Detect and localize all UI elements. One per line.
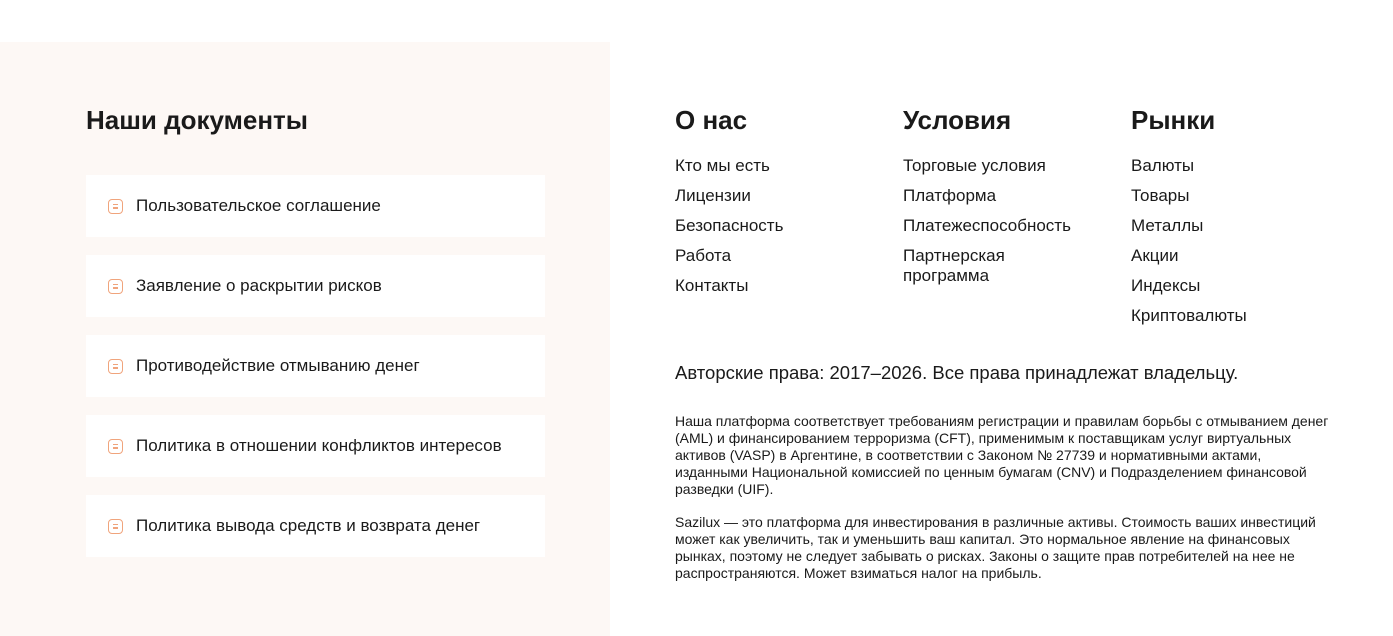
footer-link-partner-program[interactable]: Партнерская программа xyxy=(903,246,1005,285)
footer-link-who-we-are[interactable]: Кто мы есть xyxy=(675,156,770,175)
document-label: Политика вывода средств и возврата денег xyxy=(136,516,481,535)
footer-link-security[interactable]: Безопасность xyxy=(675,216,784,235)
footer-link-solvency[interactable]: Платежеспособность xyxy=(903,216,1071,235)
about-links xyxy=(675,156,875,296)
document-link-conflicts-of-interest[interactable] xyxy=(86,415,545,477)
footer-link-indices[interactable]: Индексы xyxy=(1131,276,1201,295)
document-icon xyxy=(108,359,123,374)
footer-link-trading-conditions[interactable]: Торговые условия xyxy=(903,156,1046,175)
documents-title: Наши документы xyxy=(86,105,308,135)
column-title-conditions: Условия xyxy=(903,105,1012,135)
footer-link-stocks[interactable]: Акции xyxy=(1131,246,1179,265)
footer-column-about xyxy=(675,104,875,306)
column-title-about: О нас xyxy=(675,105,748,135)
column-title-markets: Рынки xyxy=(1131,105,1216,135)
legal-text-compliance: Наша платформа соответствует требованиям регистрации и правилам борьбы с отмыванием денег (AML) и финансированием терроризма (CFT), применимым к поставщикам услуг виртуальных активов (VASP) в Аргентине, в соответствии с Законом № 27739 и нормативными актами, изданными Национальной комиссией по ценным бумагам (CNV) и Подразделением финансовой разведки (UIF). xyxy=(675,413,1329,497)
copyright-text: Авторские права: 2017–2026. Все права принадлежат владельцу. xyxy=(675,362,1239,383)
document-icon xyxy=(108,439,123,454)
document-link-withdrawal-refund[interactable] xyxy=(86,495,545,557)
conditions-links xyxy=(903,156,1103,286)
markets-links xyxy=(1131,156,1331,326)
document-link-risk-disclosure[interactable] xyxy=(86,255,545,317)
document-label: Заявление о раскрытии рисков xyxy=(136,276,382,295)
document-label: Политика в отношении конфликтов интересов xyxy=(136,436,502,455)
document-label: Пользовательское соглашение xyxy=(136,196,381,215)
document-icon xyxy=(108,199,123,214)
footer-link-careers[interactable]: Работа xyxy=(675,246,732,265)
document-label: Противодействие отмыванию денег xyxy=(136,356,420,375)
footer-link-licenses[interactable]: Лицензии xyxy=(675,186,751,205)
footer-column-conditions xyxy=(903,104,1103,296)
footer-column-markets xyxy=(1131,104,1331,336)
document-icon xyxy=(108,279,123,294)
footer-link-commodities[interactable]: Товары xyxy=(1131,186,1190,205)
footer-link-metals[interactable]: Металлы xyxy=(1131,216,1204,235)
footer-link-contacts[interactable]: Контакты xyxy=(675,276,749,295)
document-icon xyxy=(108,519,123,534)
footer-link-currencies[interactable]: Валюты xyxy=(1131,156,1195,175)
legal-text-risk-warning: Sazilux — это платформа для инвестирования в различные активы. Стоимость ваших инвестиций может как увеличить, так и уменьшить ваш капитал. Это нормальное явление на финансовых рынках, поэтому не следует забывать о рисках. Законы о защите прав потребителей на нее не распространяются. Может взиматься налог на прибыль. xyxy=(675,514,1316,581)
footer-link-crypto[interactable]: Криптовалюты xyxy=(1131,306,1247,325)
footer-link-platform[interactable]: Платформа xyxy=(903,186,997,205)
document-link-user-agreement[interactable] xyxy=(86,175,545,237)
document-link-aml[interactable] xyxy=(86,335,545,397)
